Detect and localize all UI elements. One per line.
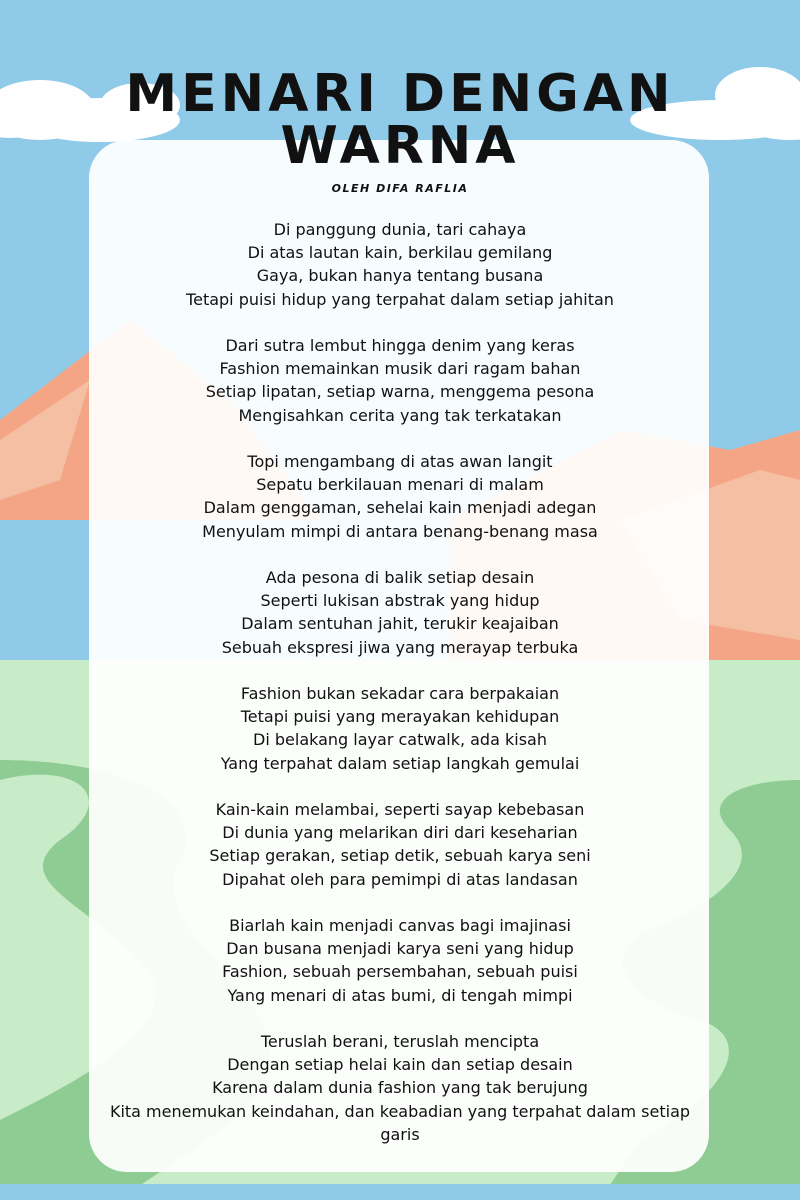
poem-line: Seperti lukisan abstrak yang hidup (260, 591, 540, 611)
poem-line: Di belakang layar catwalk, ada kisah (253, 730, 547, 750)
poem-line: Menyulam mimpi di antara benang-benang masa (202, 521, 598, 541)
stanza-6 (100, 798, 700, 891)
stanza-4 (100, 566, 700, 659)
stanza-7 (100, 914, 700, 1007)
stanza-3 (100, 450, 700, 543)
poem-line: Fashion, sebuah persembahan, sebuah puisi (222, 962, 578, 982)
poem-line: Karena dalam dunia fashion yang tak berujung (212, 1078, 588, 1098)
poem-title-line-2: WARNA (280, 116, 520, 176)
poem-line: Fashion memainkan musik dari ragam bahan (219, 359, 581, 379)
poem-line: Tetapi puisi hidup yang terpahat dalam setiap jahitan (186, 289, 614, 309)
poem-body (100, 218, 700, 1169)
poem-line: Teruslah berani, teruslah mencipta (260, 1032, 540, 1051)
poem-line: Di atas lautan kain, berkilau gemilang (247, 243, 553, 263)
poem-line: Yang menari di atas bumi, di tengah mimpi (227, 985, 573, 1005)
stanza-8 (100, 1030, 700, 1146)
poem-line: Setiap gerakan, setiap detik, sebuah karya seni (209, 846, 591, 866)
poem-line: Sepatu berkilauan menari di malam (256, 475, 544, 495)
poem-line: Di panggung dunia, tari cahaya (273, 220, 527, 239)
poem-line: Gaya, bukan hanya tentang busana (256, 266, 544, 286)
poem-line: Dalam genggaman, sehelai kain menjadi adegan (203, 498, 597, 518)
poem-line: Yang terpahat dalam setiap langkah gemulai (220, 753, 580, 773)
stanza-2 (100, 334, 700, 427)
poem-line: Kita menemukan keindahan, dan keabadian yang terpahat dalam setiap garis (109, 1101, 691, 1144)
poem-title-line-1: MENARI DENGAN (125, 64, 675, 124)
bottom-water-strip (0, 1184, 800, 1200)
poem-line: Tetapi puisi yang merayakan kehidupan (240, 707, 560, 727)
poem-line: Dari sutra lembut hingga denim yang keras (225, 336, 575, 355)
poem-line: Kain-kain melambai, seperti sayap kebebasan (215, 800, 585, 819)
poem-line: Mengisahkan cerita yang tak terkatakan (238, 405, 562, 425)
poem-line: Biarlah kain menjadi canvas bagi imajinasi (229, 916, 571, 935)
poem-line: Fashion bukan sekadar cara berpakaian (240, 684, 560, 703)
poem-line: Dan busana menjadi karya seni yang hidup (226, 939, 574, 959)
poem-line: Dengan setiap helai kain dan setiap desain (227, 1055, 573, 1075)
poem-line: Topi mengambang di atas awan langit (247, 452, 553, 471)
stanza-1 (100, 218, 700, 311)
poem-line: Ada pesona di balik setiap desain (265, 568, 535, 587)
poem-line: Di dunia yang melarikan diri dari keseharian (222, 823, 578, 843)
poem-line: Setiap lipatan, setiap warna, menggema pesona (205, 382, 595, 402)
poem-line: Dalam sentuhan jahit, terukir keajaiban (241, 614, 559, 634)
stanza-5 (100, 682, 700, 775)
poem-line: Dipahat oleh para pemimpi di atas landasan (222, 869, 578, 889)
author-byline: OLEH DIFA RAFLIA (331, 182, 469, 195)
poem-line: Sebuah ekspresi jiwa yang merayap terbuka (221, 637, 579, 657)
